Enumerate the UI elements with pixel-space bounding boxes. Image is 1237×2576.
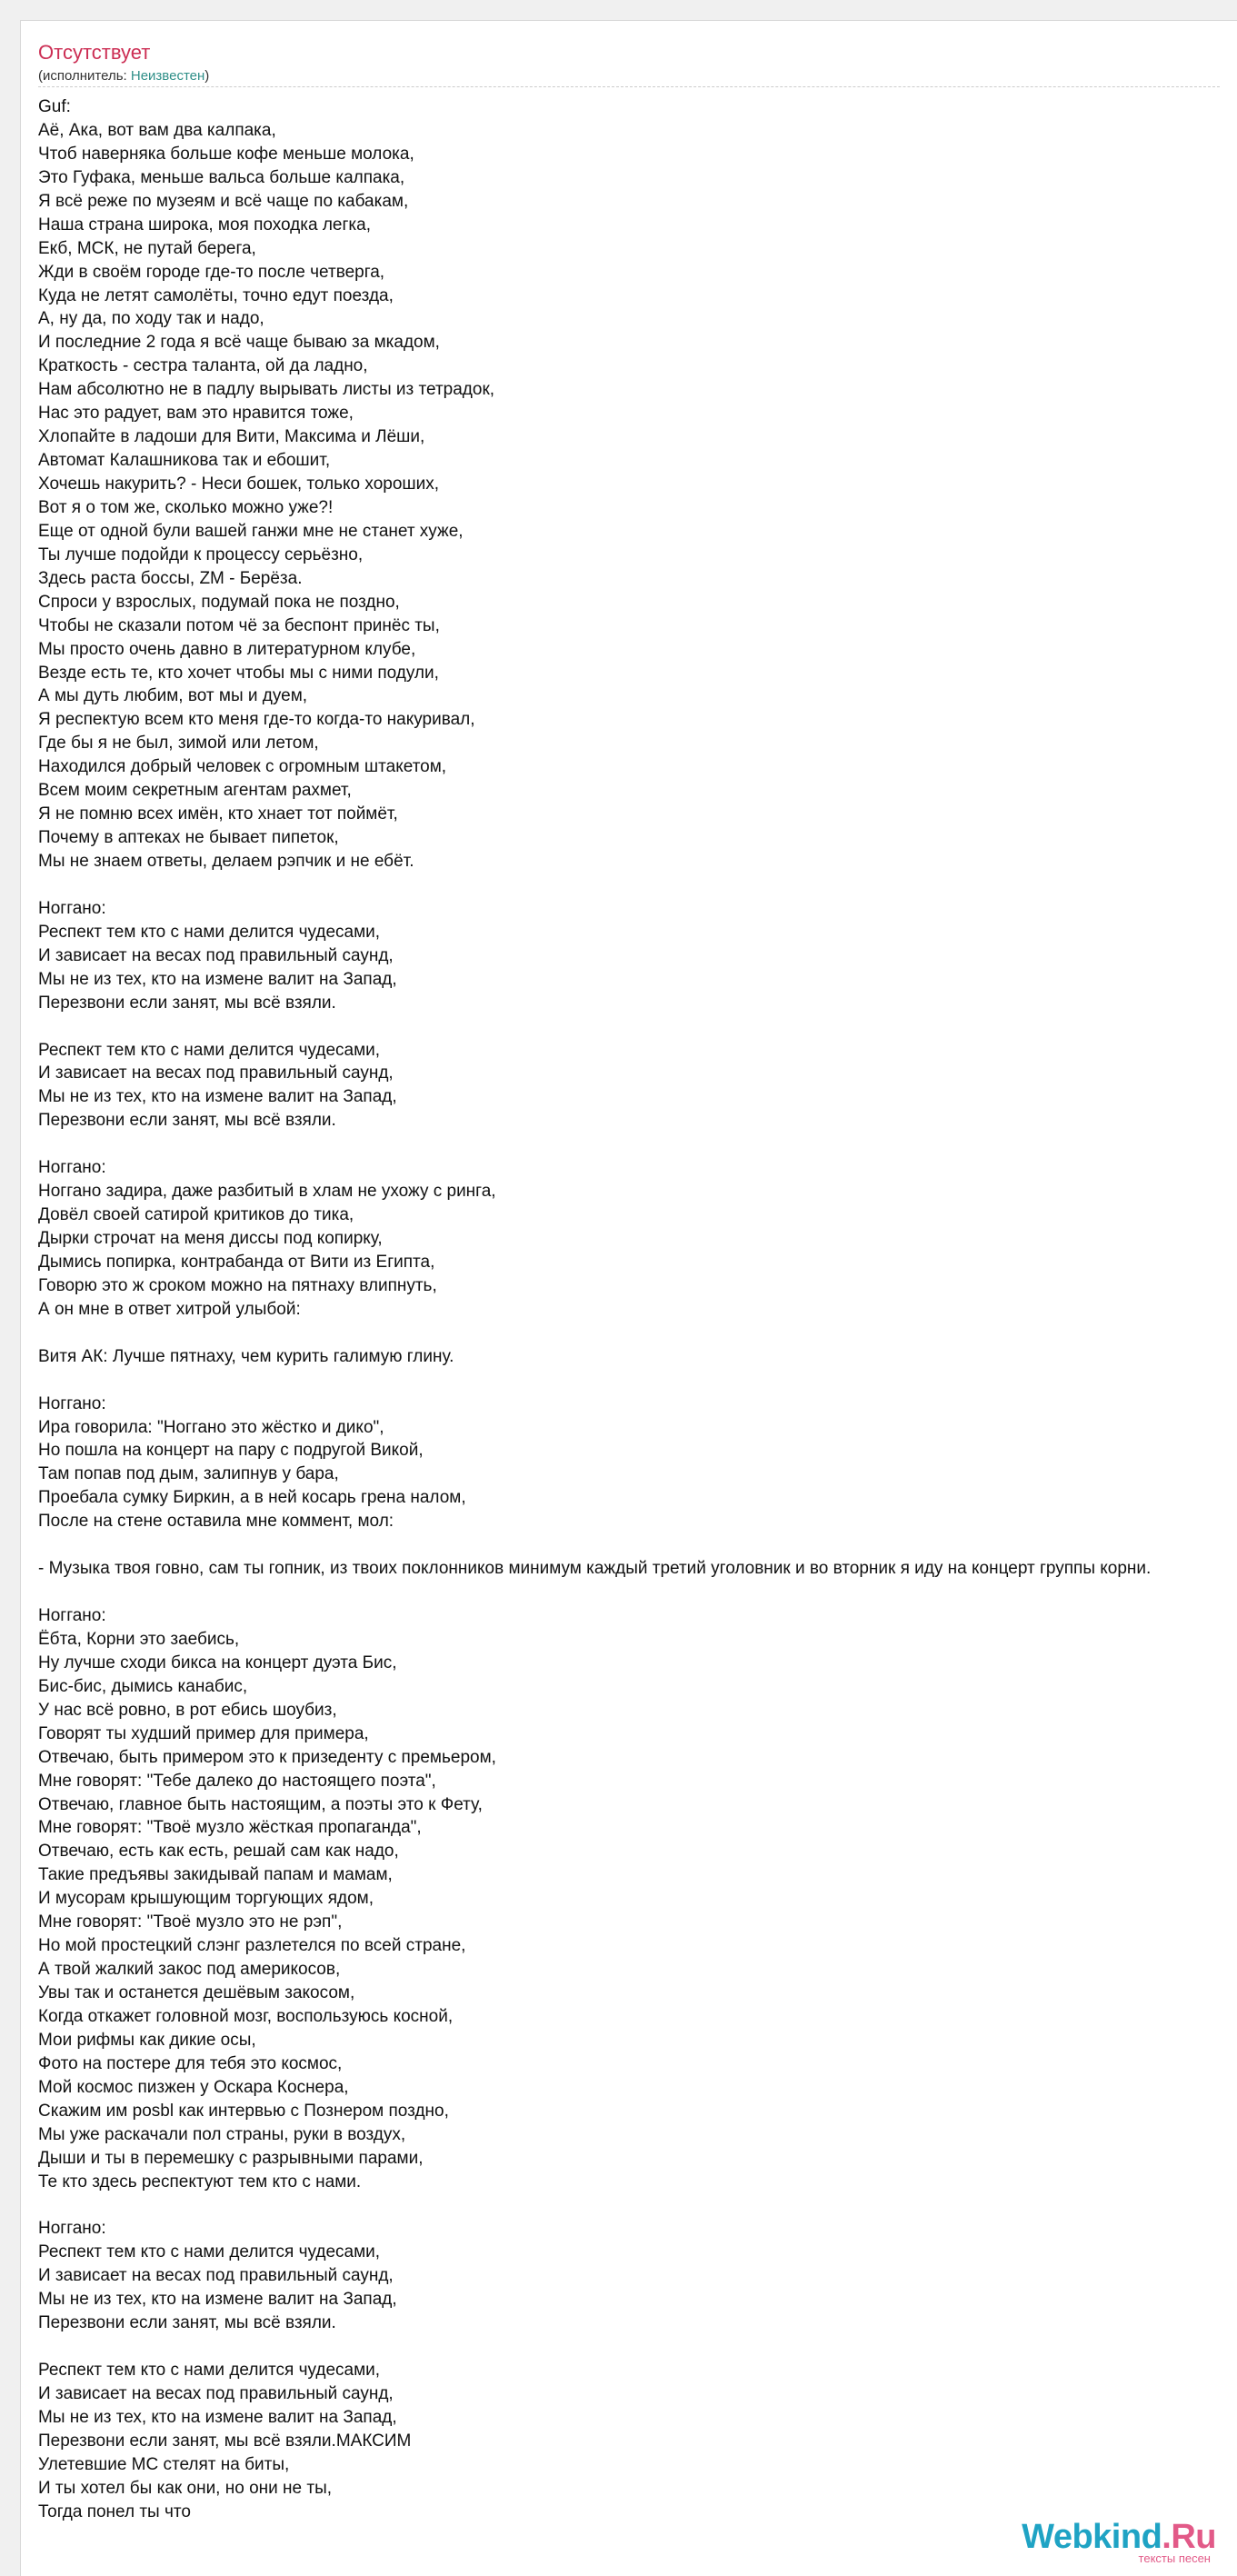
song-title: Отсутствует <box>38 41 151 64</box>
logo-tagline: тексты песен <box>1138 2551 1211 2565</box>
byline-suffix: ) <box>205 68 210 84</box>
artist-byline <box>38 68 1237 85</box>
logo-part-webkind: Webkind <box>1022 2518 1162 2556</box>
lyrics-text: Guf: Аё, Ака, вот вам два калпака, Чтоб наверняка больше кофе меньше молока, Это Гуфака, меньше вальса больше калпака, Я всё реже по музеям и всё чаще по кабакам, Наша страна широка, моя походка легка, Екб, МСК, не путай берега, Жди в своём городе где-то после четверга, Куда не летят самолёты, точно едут поезда, А, ну да, по ходу так и надо, И последние 2 года я всё чаще бываю за мкадом, Краткость - сестра таланта, ой да ладно, Нам абсолютно не в падлу вырывать листы из тетрадок, Нас это радует, вам это нравится тоже, Хлопайте в ладоши для Вити, Максима и Лёши, Автомат Калашникова так и ебошит, Хочешь накурить? - Неси бошек, только хороших, Вот я о том же, сколько можно уже?! Еще от одной були вашей ганжи мне не станет хуже, Ты лучше подойди к процессу серьёзно, Здесь раста боссы, ZM - Берёза. Спроси у взрослых, подумай пока не поздно, Чтобы не сказали потом чё за беспонт принёс ты, Мы просто очень давно в литературном клубе, Везде есть те, кто хочет чтобы мы с ними подули, А мы дуть любим, вот мы и дуем, Я респектую всем кто меня где-то когда-то накуривал, Где бы я не был, зимой или летом, Находился добрый человек с огромным штакетом, Всем моим секретным агентам рахмет, Я не помню всех имён, кто хнает тот поймёт, Почему в аптеках не бывает пипеток, Мы не знаем ответы, делаем рэпчик и не ебёт. Ноггано: Респект тем кто с нами делится чудесами, И зависает на весах под правильный саунд, Мы не из тех, кто на измене валит на Запад, Перезвони если занят, мы всё взяли. Респект тем кто с нами делится чудесами, И зависает на весах под правильный саунд, Мы не из тех, кто на измене валит на Запад, Перезвони если занят, мы всё взяли. Ноггано: Ноггано задира, даже разбитый в хлам не ухожу с ринга, Довёл своей сатирой критиков до тика, Дырки строчат на меня диссы под копирку, Дымись попирка, контрабанда от Вити из Египта, Говорю это ж сроком можно на пятнаху влипнуть, А он мне в ответ хитрой улыбой: Витя АК: Лучше пятнаху, чем курить галимую глину. Ноггано: Ира говорила: "Ноггано это жёстко и дико", Но пошла на концерт на пару с подругой Викой, Там попав под дым, залипнув у бара, Проебала сумку Биркин, а в ней косарь грена налом, После на стене оставила мне коммент, мол: - Музыка твоя говно, сам ты гопник, из твоих поклонников минимум каждый третий уголовник и во вторник я иду на концерт группы корни. Ноггано: Ёбта, Корни это заебись, Ну лучше сходи бикса на концерт дуэта Бис, Бис-бис, дымись канабис, У нас всё ровно, в рот ебись шоубиз, Говорят ты худший пример для примера, Отвечаю, быть примером это к призеденту с премьером, Мне говорят: "Тебе далеко до настоящего поэта", Отвечаю, главное быть настоящим, а поэты это к Фету, Мне говорят: "Твоё музло жёсткая пропаганда", Отвечаю, есть как есть, решай сам как надо, Такие предъявы закидывай папам и мамам, И мусорам крышующим торгующих ядом, Мне говорят: "Твоё музло это не рэп", Но мой простецкий слэнг разлетелся по всей стране, А твой жалкий закос под америкосов, Увы так и останется дешёвым закосом, Когда откажет головной мозг, воспользуюсь косной, Мои рифмы как дикие осы, Фото на постере для тебя это космос, Мой космос пизжен у Оскара Коснера, Скажим им posbl как интервью с Познером поздно, Мы уже раскачали пол страны, руки в воздух, Дыши и ты в перемешку с разрывными парами, Те кто здесь респектуют тем кто с нами. Ноггано: Респект тем кто с нами делится чудесами, И зависает на весах под правильный саунд, Мы не из тех, кто на измене валит на Запад, Перезвони если занят, мы всё взяли. Респект тем кто с нами делится чудесами, И зависает на весах под правильный саунд, Мы не из тех, кто на измене валит на Запад, Перезвони если занят, мы всё взяли.МАКСИМ Улетевшие MC стелят на биты, И ты хотел бы как они, но они не ты, Тогда понел ты что <box>38 97 1152 2521</box>
webkind-logo[interactable] <box>1022 2520 1216 2565</box>
byline-prefix: (исполнитель: <box>38 68 131 84</box>
artist-link[interactable]: Неизвестен <box>130 68 205 84</box>
logo-part-ru: .Ru <box>1162 2518 1216 2556</box>
header-divider <box>38 86 1220 87</box>
logo-wordmark <box>1022 2520 1216 2554</box>
song-header <box>21 21 1237 85</box>
lyrics-card <box>20 20 1237 2576</box>
